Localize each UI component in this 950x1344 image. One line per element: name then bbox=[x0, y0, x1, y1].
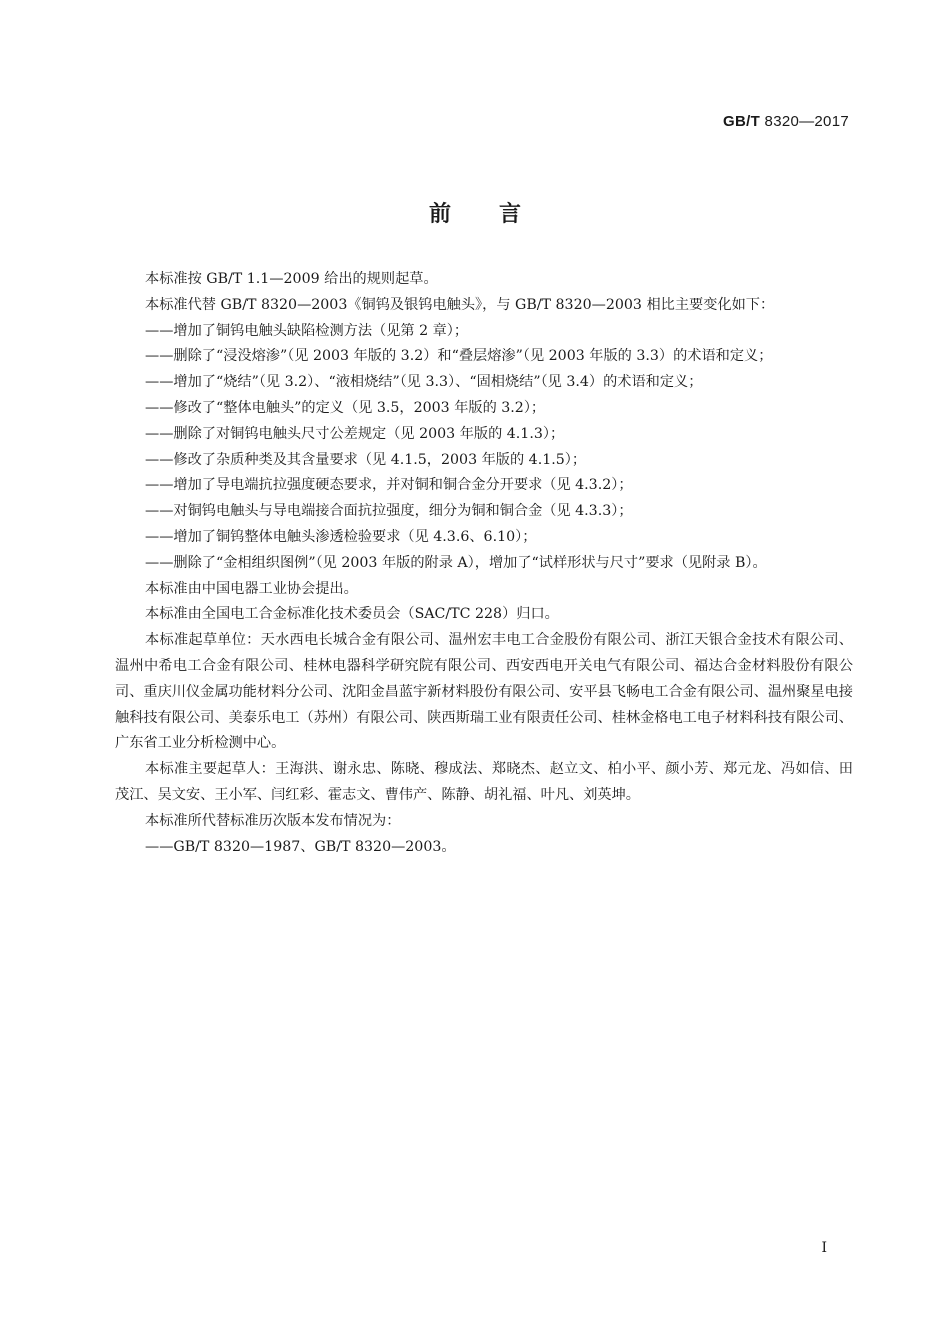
change-item: ——修改了“整体电触头”的定义（见 3.5，2003 年版的 3.2）； bbox=[145, 399, 546, 416]
change-item: ——对铜钨电触头与导电端接合面抗拉强度，细分为铜和铜合金（见 4.3.3）； bbox=[145, 503, 633, 520]
standard-prefix: GB/T bbox=[723, 113, 761, 130]
paragraph-drafting-units: 本标准起草单位：天水西电长城合金有限公司、温州宏丰电工合金股份有限公司、浙江天银合金技术有限公司、温州中希电工合金有限公司、桂林电器科学研究院有限公司、西安西电开关电气有限公司、福达合金材料股份有限公司、重庆川仪金属功能材料分公司、沈阳金昌蓝宇新材料股份有限公司、安平县飞畅电工合金有限公司、温州聚星电接触科技有限公司、美泰乐电工（苏州）有限公司、陕西斯瑞工业有限责任公司、桂林金格电工电子材料科技有限公司、广东省工业分析检测中心。 bbox=[115, 632, 853, 752]
page-title: 前言 bbox=[428, 202, 569, 227]
change-item: ——增加了“烧结”（见 3.2）、“液相烧结”（见 3.3）、“固相烧结”（见 3.4）的术语和定义； bbox=[145, 374, 703, 391]
change-item: ——增加了导电端抗拉强度硬态要求，并对铜和铜合金分开要求（见 4.3.2）； bbox=[145, 477, 633, 494]
change-item: ——删除了“金相组织图例”（见 2003 年版的附录 A），增加了“试样形状与尺寸”要求（见附录 B）。 bbox=[145, 554, 767, 571]
change-item: ——增加了铜钨电触头缺陷检测方法（见第 2 章）； bbox=[145, 322, 469, 339]
standard-code bbox=[723, 113, 849, 130]
paragraph-history: 本标准所代替标准历次版本发布情况为： bbox=[145, 812, 401, 829]
paragraph-proposer: 本标准由中国电器工业协会提出。 bbox=[145, 580, 358, 597]
change-item: ——删除了“浸没熔渗”（见 2003 年版的 3.2）和“叠层熔渗”（见 2003 年版的 3.3）的术语和定义； bbox=[145, 348, 773, 365]
paragraph-replacement: 本标准代替 GB/T 8320—2003《铜钨及银钨电触头》，与 GB/T 8320—2003 相比主要变化如下： bbox=[145, 296, 775, 313]
history-item: ——GB/T 8320—1987、GB/T 8320—2003。 bbox=[145, 838, 456, 855]
paragraph-committee: 本标准由全国电工合金标准化技术委员会（SAC/TC 228）归口。 bbox=[145, 606, 559, 623]
change-item: ——删除了对铜钨电触头尺寸公差规定（见 2003 年版的 4.1.3）； bbox=[145, 425, 565, 442]
page-number: I bbox=[821, 1240, 827, 1256]
change-item: ——修改了杂质种类及其含量要求（见 4.1.5，2003 年版的 4.1.5）； bbox=[145, 451, 587, 468]
standard-number: 8320—2017 bbox=[764, 113, 849, 130]
change-item: ——增加了铜钨整体电触头渗透检验要求（见 4.3.6、6.10）； bbox=[145, 528, 537, 545]
paragraph-drafting-rules: 本标准按 GB/T 1.1—2009 给出的规则起草。 bbox=[145, 271, 438, 287]
foreword-body bbox=[115, 267, 853, 860]
paragraph-drafters: 本标准主要起草人：王海洪、谢永忠、陈晓、穆成法、郑晓杰、赵立文、柏小平、颜小芳、郑元龙、冯如信、田茂江、吴文安、王小军、闫红彩、霍志文、曹伟产、陈静、胡礼福、叶凡、刘英坤。 bbox=[115, 761, 853, 803]
